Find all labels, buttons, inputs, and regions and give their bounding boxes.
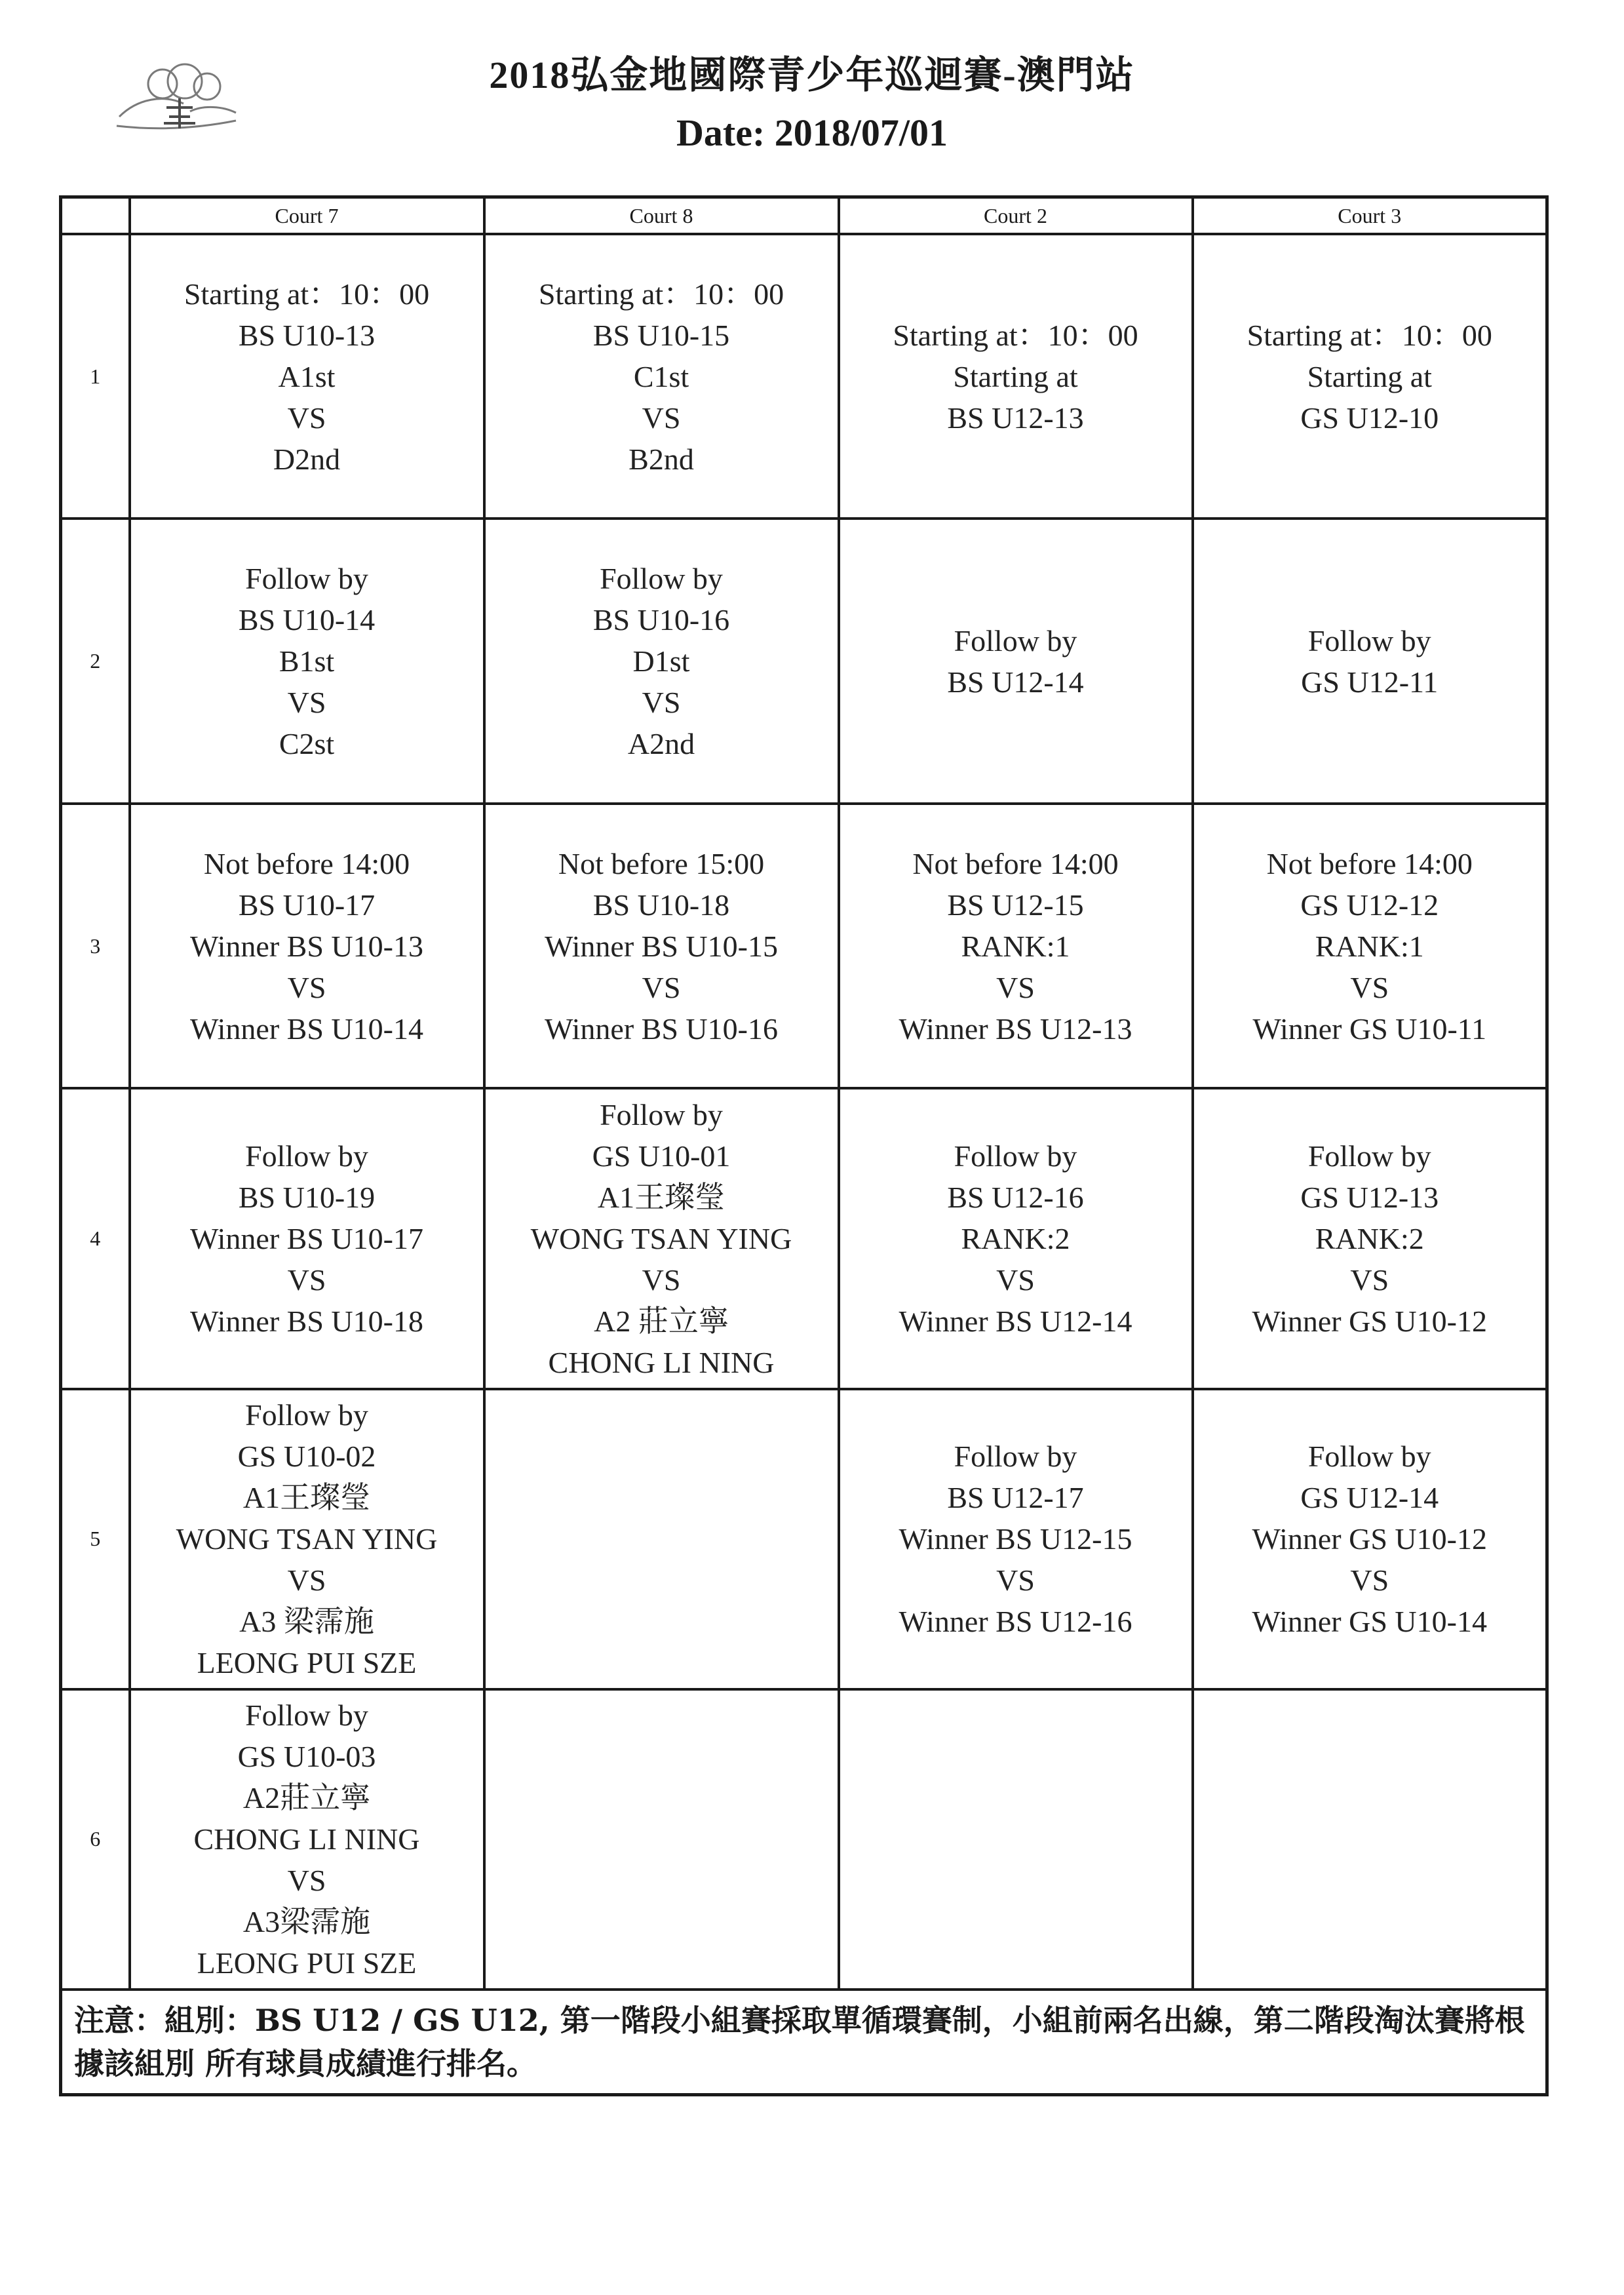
- match-cell: [1193, 1389, 1547, 1689]
- schedule-row: [61, 804, 1547, 1088]
- match-line: A1王璨瑩: [242, 1481, 371, 1515]
- match-line: GS U12-13: [1300, 1181, 1439, 1215]
- match-line: A1王璨瑩: [597, 1181, 725, 1215]
- match-line: Winner BS U10-18: [190, 1304, 423, 1339]
- match-line: Winner GS U10-14: [1252, 1605, 1487, 1639]
- match-line: C1st: [633, 359, 689, 393]
- match-line: Follow by: [245, 562, 368, 596]
- match-line: VS: [642, 1263, 681, 1297]
- match-line: VS: [287, 1864, 326, 1898]
- empty-match-cell: [484, 1689, 839, 1990]
- match-line: Winner BS U10-15: [545, 929, 778, 963]
- note-row: [61, 1990, 1547, 2095]
- match-line: Winner BS U12-14: [899, 1304, 1132, 1339]
- match-line: Starting at: [1307, 359, 1432, 393]
- match-cell: [839, 234, 1193, 519]
- match-line: GS U10-01: [592, 1139, 731, 1173]
- match-line: VS: [642, 401, 681, 435]
- match-line: WONG TSAN YING: [176, 1522, 438, 1556]
- match-line: CHONG LI NING: [193, 1822, 420, 1856]
- schedule-row: [61, 1088, 1547, 1388]
- match-line: VS: [1350, 1263, 1389, 1297]
- match-schedule-table: [59, 195, 1549, 2096]
- match-line: RANK:1: [961, 929, 1070, 963]
- court-header: Court 8: [484, 197, 839, 235]
- match-cell: [130, 519, 484, 803]
- match-line: Not before 15:00: [558, 846, 765, 880]
- match-cell: [130, 1689, 484, 1990]
- schedule-row: [61, 519, 1547, 803]
- match-cell: [130, 234, 484, 519]
- match-cell: [1193, 519, 1547, 803]
- court-header: Court 2: [839, 197, 1193, 235]
- court-header: Court 7: [130, 197, 484, 235]
- match-line: GS U12-12: [1300, 888, 1439, 922]
- schedule-note: 注意：組別：BS U12 / GS U12, 第一階段小組賽採取單循環賽制，小組前兩名出線，第二階段淘汰賽將根據該組別 所有球員成績進行排名。: [61, 1990, 1547, 2095]
- match-line: VS: [287, 1263, 326, 1297]
- match-line: A2莊立寧: [242, 1781, 371, 1815]
- match-line: BS U12-14: [947, 665, 1084, 699]
- match-line: VS: [996, 1563, 1035, 1598]
- match-line: GS U12-11: [1301, 665, 1439, 699]
- match-line: C2st: [279, 727, 335, 761]
- match-line: RANK:2: [961, 1222, 1070, 1256]
- match-line: Starting at：10：00: [184, 277, 430, 311]
- court-header: Court 3: [1193, 197, 1547, 235]
- match-line: RANK:1: [1315, 929, 1424, 963]
- match-cell: [839, 1088, 1193, 1388]
- empty-match-cell: [484, 1389, 839, 1689]
- match-cell: [839, 1389, 1193, 1689]
- match-line: B2nd: [628, 442, 694, 476]
- match-line: GS U10-03: [237, 1740, 376, 1774]
- match-line: Not before 14:00: [1266, 846, 1473, 880]
- court-header-row: [61, 197, 1547, 235]
- match-line: VS: [287, 401, 326, 435]
- match-line: Follow by: [600, 562, 723, 596]
- match-line: BS U10-19: [238, 1181, 376, 1215]
- match-line: LEONG PUI SZE: [197, 1646, 417, 1680]
- match-line: Winner GS U10-12: [1252, 1304, 1487, 1339]
- match-line: GS U12-10: [1300, 401, 1439, 435]
- slot-number: 5: [61, 1389, 130, 1689]
- match-cell: [484, 519, 839, 803]
- match-line: LEONG PUI SZE: [197, 1946, 417, 1980]
- empty-match-cell: [1193, 1689, 1547, 1990]
- match-line: Winner BS U12-16: [899, 1605, 1132, 1639]
- page-header: [0, 49, 1624, 159]
- match-line: Follow by: [954, 623, 1077, 657]
- match-line: GS U10-02: [237, 1440, 376, 1474]
- match-line: VS: [1350, 1563, 1389, 1598]
- match-line: Follow by: [1307, 623, 1431, 657]
- match-line: Starting at：10：00: [1247, 318, 1492, 352]
- match-line: Winner BS U10-14: [190, 1011, 423, 1046]
- match-line: VS: [287, 686, 326, 720]
- match-line: BS U10-16: [592, 603, 730, 637]
- slot-number: 1: [61, 234, 130, 519]
- match-line: VS: [1350, 970, 1389, 1004]
- match-line: BS U12-15: [947, 888, 1084, 922]
- match-cell: [484, 804, 839, 1088]
- match-line: Follow by: [245, 1139, 368, 1173]
- match-line: VS: [642, 970, 681, 1004]
- match-line: CHONG LI NING: [548, 1346, 775, 1380]
- schedule-row: [61, 234, 1547, 519]
- match-line: Not before 14:00: [912, 846, 1119, 880]
- slot-number: 2: [61, 519, 130, 803]
- match-line: VS: [287, 1563, 326, 1598]
- match-line: Not before 14:00: [203, 846, 410, 880]
- match-line: BS U10-14: [238, 603, 376, 637]
- match-line: Winner BS U12-15: [899, 1522, 1132, 1556]
- match-line: VS: [642, 686, 681, 720]
- match-cell: [130, 804, 484, 1088]
- slot-number: 4: [61, 1088, 130, 1388]
- match-cell: [1193, 1088, 1547, 1388]
- match-line: A3梁霈施: [242, 1905, 371, 1939]
- match-line: Follow by: [600, 1098, 723, 1132]
- schedule-date: Date: 2018/07/01: [676, 111, 948, 154]
- match-cell: [484, 1088, 839, 1388]
- tournament-title: 2018弘金地國際青少年巡迴賽-澳門站: [489, 54, 1135, 96]
- match-cell: [130, 1389, 484, 1689]
- match-line: Winner BS U10-16: [545, 1011, 778, 1046]
- corner-header: [61, 197, 130, 235]
- match-line: BS U12-13: [947, 401, 1084, 435]
- match-line: A2nd: [627, 727, 695, 761]
- match-line: BS U10-18: [592, 888, 730, 922]
- match-line: Winner GS U10-11: [1252, 1011, 1487, 1046]
- match-line: Winner BS U12-13: [899, 1011, 1132, 1046]
- slot-number: 3: [61, 804, 130, 1088]
- match-line: RANK:2: [1315, 1222, 1424, 1256]
- match-line: A1st: [278, 359, 336, 393]
- match-line: B1st: [279, 644, 335, 678]
- match-line: WONG TSAN YING: [530, 1222, 792, 1256]
- match-line: D1st: [632, 644, 690, 678]
- match-line: BS U10-17: [238, 888, 376, 922]
- match-line: A2 莊立寧: [594, 1304, 729, 1339]
- slot-number: 6: [61, 1689, 130, 1990]
- match-cell: [130, 1088, 484, 1388]
- match-line: VS: [287, 970, 326, 1004]
- match-line: Winner BS U10-17: [190, 1222, 423, 1256]
- match-cell: [839, 519, 1193, 803]
- match-line: D2nd: [273, 442, 341, 476]
- match-line: BS U10-13: [238, 318, 376, 352]
- match-line: Follow by: [1307, 1440, 1431, 1474]
- match-cell: [1193, 234, 1547, 519]
- match-line: Follow by: [245, 1698, 368, 1733]
- match-line: A3 梁霈施: [239, 1605, 374, 1639]
- match-line: Starting at：10：00: [538, 277, 784, 311]
- match-line: Follow by: [954, 1440, 1077, 1474]
- match-line: Winner GS U10-12: [1252, 1522, 1487, 1556]
- schedule-row: [61, 1689, 1547, 1990]
- empty-match-cell: [839, 1689, 1193, 1990]
- match-line: Follow by: [1307, 1139, 1431, 1173]
- match-line: Winner BS U10-13: [190, 929, 423, 963]
- match-line: BS U12-16: [947, 1181, 1084, 1215]
- match-line: BS U12-17: [947, 1481, 1084, 1515]
- match-cell: [484, 234, 839, 519]
- match-line: Starting at：10：00: [893, 318, 1138, 352]
- match-cell: [1193, 804, 1547, 1088]
- match-line: VS: [996, 970, 1035, 1004]
- match-cell: [839, 804, 1193, 1088]
- match-line: BS U10-15: [592, 318, 730, 352]
- match-line: Follow by: [954, 1139, 1077, 1173]
- schedule-row: [61, 1389, 1547, 1689]
- match-line: Starting at: [953, 359, 1078, 393]
- match-line: Follow by: [245, 1398, 368, 1432]
- match-line: GS U12-14: [1300, 1481, 1439, 1515]
- match-line: VS: [996, 1263, 1035, 1297]
